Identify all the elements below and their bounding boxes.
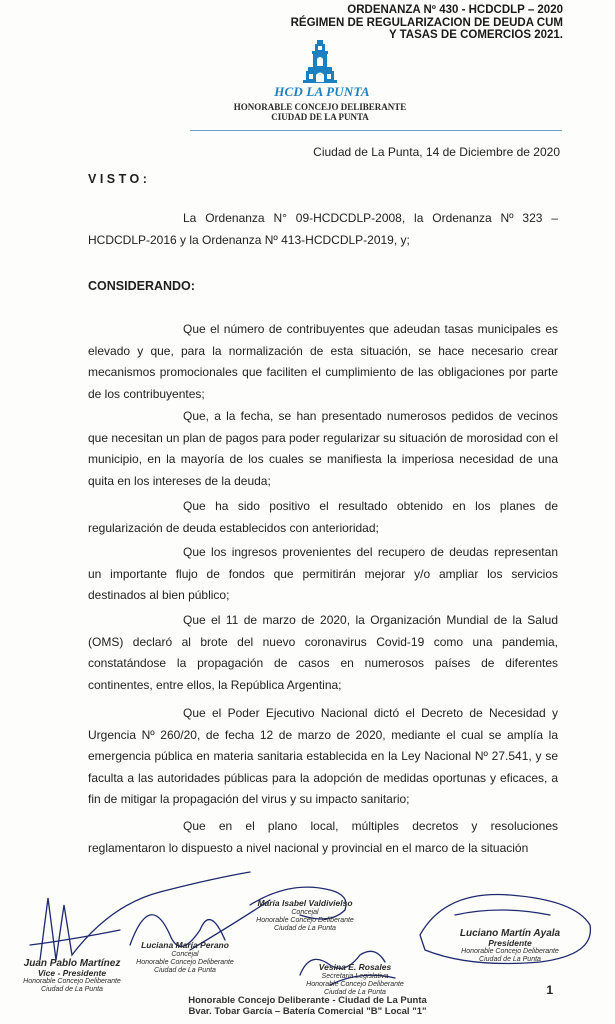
- signatory-name: Luciano Martín Ayala: [459, 928, 561, 939]
- visto-heading: VISTO:: [88, 172, 151, 186]
- signatory-role: Concejal: [171, 951, 199, 958]
- footer-line: Honorable Concejo Deliberante - Ciudad de La Punta: [188, 995, 427, 1006]
- considerando-paragraph: Que, a la fecha, se han presentado numerosos pedidos de vecinos que necesitan un plan de pagos para poder regularizar su situación de morosidad con el municipio, en la mayoría de los cuales se manifiesta la imperiosa necesidad de una quita en los intereses de la deuda;: [88, 409, 558, 488]
- considerando-paragraph: Que el número de contribuyentes que adeudan tasas municipales es elevado y que, para la normalización de esta situación, se hace necesario crear mecanismos promocionales que faciliten el cumplimiento de las obligaciones por parte de los contribuyentes;: [88, 322, 558, 401]
- signatory-role: Concejal: [291, 909, 319, 916]
- signatory-org: Honorable Concejo Deliberante: [461, 948, 559, 955]
- signatory-role: Secretaria Legislativa: [321, 973, 389, 980]
- considerando-paragraph: Que el Poder Ejecutivo Nacional dictó el Decreto de Necesidad y Urgencia Nº 260/20, de fecha 12 de marzo de 2020, mediante el cual se amplía la emergencia pública en materia sanitaria establecida en la Ley Nacional Nº 27.541, y se faculta a las autoridades públicas para la adopción de medidas oportunas y eficaces, a fin de mitigar la propagación del virus y su impacto sanitario;: [88, 706, 558, 806]
- signatory-org: Honorable Concejo Deliberante: [256, 917, 354, 924]
- considerando-paragraph: Que el 11 de marzo de 2020, la Organización Mundial de la Salud (OMS) declaró al brote del nuevo coronavirus Covid-19 como una pandemia, constatándose la propagación de casos en numerosos países de diferentes continentes, entre ellos, la República Argentina;: [88, 613, 558, 692]
- tower-logo-icon: [300, 40, 340, 84]
- document-date: Ciudad de La Punta, 14 de Diciembre de 2020: [313, 145, 560, 159]
- considerando-paragraph: Que ha sido positivo el resultado obtenido en los planes de regularización de deuda establecidos con anterioridad;: [88, 499, 558, 535]
- signature-block: [2, 958, 142, 994]
- signatory-org: Ciudad de La Punta: [324, 989, 386, 996]
- signature-block: [440, 928, 580, 964]
- institution-line: CIUDAD DE LA PUNTA: [271, 112, 369, 122]
- title-line: RÉGIMEN DE REGULARIZACION DE DEUDA CUM: [290, 16, 563, 29]
- signatory-name: Juan Pablo Martínez: [23, 958, 121, 969]
- footer-line: Bvar. Tobar García – Batería Comercial "B" Local "1": [188, 1005, 427, 1017]
- considerando-paragraph: Que los ingresos provenientes del recupero de deudas representan un importante flujo de fondos que permitirán mejorar y/o ampliar los servicios destinados al bien público;: [88, 545, 558, 602]
- signature-block: [240, 898, 370, 933]
- logo-text: HCD LA PUNTA: [274, 84, 370, 99]
- signatory-name: María Isabel Valdivielso: [257, 898, 353, 908]
- title-line: Y TASAS DE COMERCIOS 2021.: [388, 29, 563, 41]
- considerando-paragraph: Que en el plano local, múltiples decretos y resoluciones reglamentaron lo dispuesto a nivel nacional y provincial en el marco de la situación: [88, 819, 558, 855]
- signatory-org: Honorable Concejo Deliberante: [136, 959, 234, 966]
- signatory-name: Vesina E. Rosales: [318, 962, 392, 972]
- institution-name: [180, 102, 460, 122]
- considerando-heading: CONSIDERANDO:: [88, 279, 195, 293]
- visto-text: La Ordenanza N° 09-HCDCDLP-2008, la Ordenanza Nº 323 – HCDCDLP-2016 y la Ordenanza Nº 413-HCDCDLP-2019, y;: [88, 211, 558, 247]
- page-number: 1: [546, 983, 553, 997]
- signatory-org: Ciudad de La Punta: [41, 986, 103, 993]
- signatory-org: Honorable Concejo Deliberante: [306, 981, 404, 988]
- signatory-role: Presidente: [488, 938, 532, 948]
- title-line: ORDENANZA Nº 430 - HCDCDLP – 2020: [347, 4, 563, 16]
- signatory-org: Ciudad de La Punta: [479, 956, 541, 963]
- signature-block: [130, 940, 240, 975]
- footer-address: [0, 996, 615, 1017]
- signatory-name: Luciana María Perano: [141, 940, 229, 950]
- signature-block: [295, 962, 415, 997]
- signatory-org: Ciudad de La Punta: [274, 925, 336, 932]
- signatory-role: Vice - Presidente: [37, 968, 107, 978]
- signatory-org: Ciudad de La Punta: [154, 967, 216, 974]
- header-divider: [190, 130, 562, 131]
- ordinance-title: [203, 4, 563, 42]
- institution-line: HONORABLE CONCEJO DELIBERANTE: [233, 102, 407, 112]
- signatory-org: Honorable Concejo Deliberante: [23, 978, 121, 985]
